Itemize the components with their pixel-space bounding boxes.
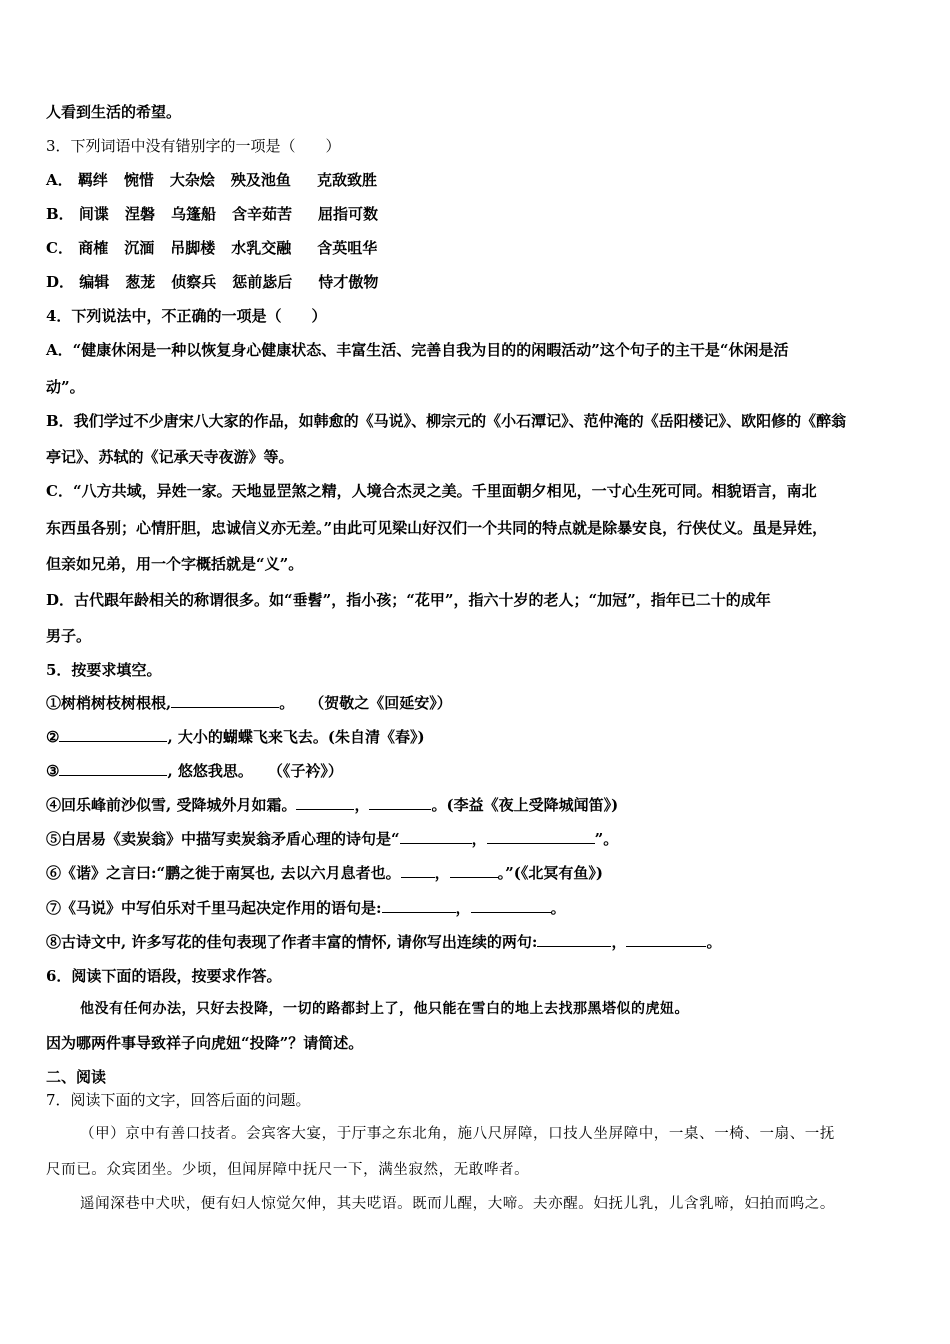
q5-text: ，	[471, 830, 487, 848]
q6-stem: 6．阅读下面的语段，按要求作答。	[46, 967, 282, 985]
q5-text: ⑦《马说》中写伯乐对千里马起决定作用的语句是:	[46, 899, 382, 917]
q5-text: ，	[354, 796, 370, 814]
option-word: 殃及池鱼	[230, 171, 291, 189]
q5-item-5	[46, 829, 910, 849]
option-label: A．	[46, 171, 73, 189]
q5-item-8	[46, 932, 910, 952]
q4-option-a-line1: A．“健康休闲是一种以恢复身心健康状态、丰富生活、完善自我为目的的闲暇活动”这个句子的主干是“休闲是活	[46, 341, 789, 359]
answer-blank[interactable]	[450, 863, 498, 878]
q5-text: ④回乐峰前沙似雪, 受降城外月如霜。	[46, 796, 297, 814]
q3-stem-text: 3．下列词语中没有错别字的一项是（ ）	[46, 137, 341, 155]
q6-passage: 他没有任何办法，只好去投降，一切的路都封上了，他只能在雪白的地上去找那黑塔似的虎妞。	[80, 1001, 689, 1017]
intro-line: 人看到生活的希望。	[46, 103, 182, 121]
option-word: 含辛茹苦	[231, 205, 292, 223]
answer-blank[interactable]	[296, 795, 354, 810]
q4-option-b-line2: 亭记》、苏轼的《记承天寺夜游》等。	[46, 448, 294, 466]
answer-blank[interactable]	[171, 693, 279, 708]
q5-text: ⑥《谐》之言曰:“鹏之徙于南冥也, 去以六月息者也。	[46, 864, 401, 882]
q3-option-a	[46, 170, 910, 190]
q5-text: 。”(《北冥有鱼》)	[497, 864, 603, 882]
option-label: C．	[46, 239, 73, 257]
q4-option-d-line2: 男子。	[46, 627, 92, 645]
option-word: 涅磐	[124, 205, 155, 223]
q5-item-6	[46, 863, 910, 883]
q5-text: ，	[455, 899, 471, 917]
option-word: 编辑	[79, 273, 110, 291]
option-word: 吊脚楼	[170, 239, 216, 257]
answer-blank[interactable]	[369, 795, 431, 810]
q6-question: 因为哪两件事导致祥子向虎妞“投降”？请简述。	[46, 1034, 364, 1052]
q5-text: ①树梢树枝树根根,	[46, 694, 172, 712]
q5-item-3	[46, 761, 910, 781]
q3-option-d	[46, 272, 910, 292]
q5-text: ⑤白居易《卖炭翁》中描写卖炭翁矛盾心理的诗句是“	[46, 830, 400, 848]
section-heading: 二、阅读	[46, 1068, 107, 1086]
q5-text: ⑧古诗文中, 许多写花的佳句表现了作者丰富的情怀, 请你写出连续的两句:	[46, 933, 538, 951]
option-word: 间谍	[78, 205, 109, 223]
q4-stem-text: 4．下列说法中，不正确的一项是（ ）	[46, 307, 327, 325]
answer-blank[interactable]	[59, 727, 167, 742]
q5-text: 。 （贺敬之《回延安》）	[279, 694, 452, 712]
q5-text: , 悠悠我思。 （《子衿》）	[167, 762, 343, 780]
q3-option-c	[46, 238, 910, 258]
answer-blank[interactable]	[471, 898, 551, 913]
answer-blank[interactable]	[382, 898, 456, 913]
q5-text: , 大小的蝴蝶飞来飞去。(朱自清《春》)	[167, 728, 425, 746]
q5-stem: 5．按要求填空。	[46, 661, 162, 679]
option-word: 屈指可数	[317, 205, 378, 223]
answer-blank[interactable]	[487, 829, 595, 844]
q4-option-c-line1: C．“八方共域，异姓一家。天地显罡煞之精，人境合杰灵之美。千里面朝夕相见，一寸心生死可同。相貌语言，南北	[46, 482, 817, 500]
option-label: D．	[46, 273, 75, 291]
q5-text: ”。	[594, 830, 619, 848]
answer-blank[interactable]	[626, 932, 706, 947]
q5-item-7	[46, 898, 910, 918]
q7-passage-line: 尺而已。众宾团坐。少顷，但闻屏障中抚尺一下，满坐寂然，无敢哗者。	[46, 1162, 530, 1178]
q5-item-4	[46, 795, 910, 815]
q4-option-c-line2: 东西虽各别；心情肝胆，忠诚信义亦无差。”由此可见梁山好汉们一个共同的特点就是除暴安良，行侠仗义。虽是异姓，	[46, 519, 828, 537]
q4-stem	[46, 306, 910, 326]
q5-text: ③	[46, 762, 60, 780]
option-word: 乌篷船	[170, 205, 216, 223]
option-word: 侦察兵	[171, 273, 217, 291]
option-word: 惋惜	[123, 171, 154, 189]
q7-passage-line: （甲）京中有善口技者。会宾客大宴，于厅事之东北角，施八尺屏障，口技人坐屏障中，一桌、一椅、一扇、一抚	[80, 1126, 835, 1142]
answer-blank[interactable]	[537, 932, 611, 947]
q5-text: ②	[46, 728, 60, 746]
q7-stem: 7．阅读下面的文字，回答后面的问题。	[46, 1091, 311, 1109]
q7-passage-line: 遥闻深巷中犬吠，便有妇人惊觉欠伸，其夫呓语。既而儿醒，大啼。夫亦醒。妇抚儿乳，儿含乳啼，妇拍而呜之。	[80, 1196, 835, 1212]
option-word: 水乳交融	[231, 239, 292, 257]
option-word: 葱茏	[125, 273, 156, 291]
q4-option-d-line1: D．古代跟年龄相关的称谓很多。如“垂髫”，指小孩；“花甲”，指六十岁的老人；“加冠”，指年已二十的成年	[46, 591, 771, 609]
q5-text: ，	[611, 933, 627, 951]
q5-text: 。(李益《夜上受降城闻笛》)	[431, 796, 619, 814]
answer-blank[interactable]	[59, 761, 167, 776]
option-word: 大杂烩	[169, 171, 215, 189]
answer-blank[interactable]	[400, 829, 472, 844]
option-word: 商榷	[78, 239, 109, 257]
option-word: 克敌致胜	[316, 171, 377, 189]
option-word: 恃才傲物	[318, 273, 379, 291]
q3-stem	[46, 136, 910, 156]
q5-item-1	[46, 693, 910, 713]
option-label: B．	[46, 205, 74, 223]
option-word: 惩前毖后	[232, 273, 293, 291]
option-word: 含英咀华	[317, 239, 378, 257]
q4-option-b-line1: B．我们学过不少唐宋八大家的作品，如韩愈的《马说》、柳宗元的《小石潭记》、范仲淹的《岳阳楼记》、欧阳修的《醉翁	[46, 412, 847, 430]
option-word: 沉湎	[124, 239, 155, 257]
q5-text: 。	[706, 933, 722, 951]
answer-blank[interactable]	[401, 863, 435, 878]
q5-text: 。	[550, 899, 566, 917]
option-word: 羁绊	[77, 171, 108, 189]
q3-option-b	[46, 204, 910, 224]
q5-item-2	[46, 727, 910, 747]
q5-text: ，	[434, 864, 450, 882]
q4-option-a-line2: 动”。	[46, 378, 85, 396]
q4-option-c-line3: 但亲如兄弟，用一个字概括就是“义”。	[46, 555, 304, 573]
